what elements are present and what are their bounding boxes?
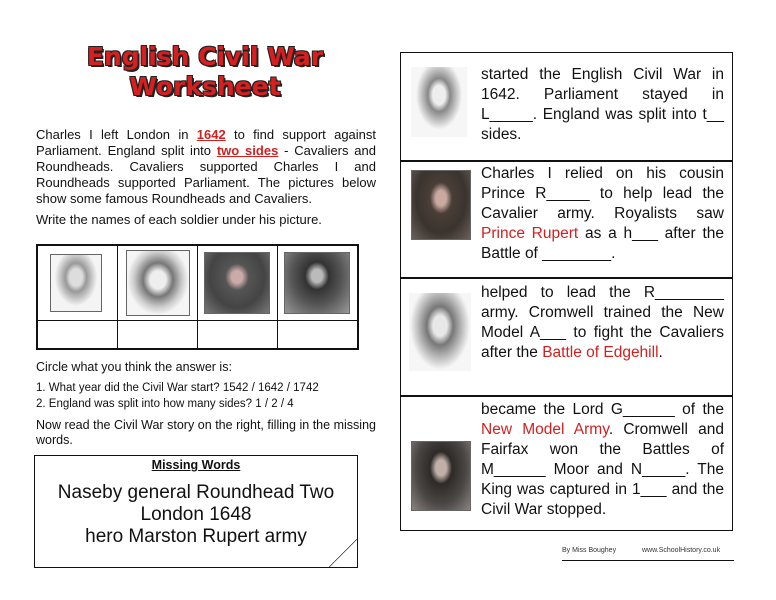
picture-cell-2 bbox=[118, 246, 198, 321]
portrait-cromwell bbox=[409, 293, 471, 371]
intro-paragraph bbox=[36, 127, 376, 207]
portrait-rupert-painting bbox=[204, 252, 270, 314]
story-4-highlight: New Model Army bbox=[481, 421, 609, 438]
question-1: 1. What year did the Civil War start? 1542 / 1642 / 1742 bbox=[36, 382, 319, 394]
sides-highlight: two sides bbox=[216, 143, 279, 158]
story-2-part-a: Charles I relied on his cousin Prince R_____ to help lead the Cavalier army. Royalists saw bbox=[481, 165, 724, 222]
picture-cell-4 bbox=[278, 246, 357, 321]
portrait-fairfax-painting bbox=[284, 252, 350, 314]
read-instruction: Now read the Civil War story on the right, filling in the missing words. bbox=[36, 418, 376, 447]
name-cell-1[interactable] bbox=[38, 321, 118, 348]
title-line-1: English Civil War bbox=[86, 42, 324, 71]
portrait-fairfax bbox=[411, 441, 471, 511]
story-3-highlight: Battle of Edgehill bbox=[542, 344, 659, 361]
story-text-1: started the English Civil War in 1642. Parliament stayed in L_____. England was split into t__ sides. bbox=[481, 66, 724, 143]
circle-heading: Circle what you think the answer is: bbox=[36, 360, 232, 374]
story-4-part-a: became the Lord G______ of the bbox=[481, 401, 724, 418]
missing-words-line-3: hero Marston Rupert army bbox=[85, 526, 307, 547]
story-panel-1 bbox=[400, 52, 733, 161]
missing-words-line-2: London 1648 bbox=[140, 504, 252, 525]
footer-rule bbox=[562, 560, 734, 561]
intro-text-1: Charles I left London in bbox=[36, 127, 197, 142]
question-2: 2. England was split into how many sides? 1 / 2 / 4 bbox=[36, 398, 294, 410]
story-3-part-c: . bbox=[658, 344, 663, 361]
footer-author: By Miss Boughey bbox=[562, 547, 617, 554]
portrait-prince-rupert bbox=[411, 170, 471, 240]
story-3-part-a: helped to lead the R________ army. Cromwell trained the New Model A___ to fight the Cavaliers after the bbox=[481, 284, 724, 361]
story-4-part-c: . Cromwell and Fairfax won the Battles of M______ Moor and N_____. The King was captured in 1___ and the Civil War stopped. bbox=[481, 421, 724, 518]
footer-site[interactable]: www.SchoolHistory.co.uk bbox=[642, 547, 721, 554]
missing-words-line-1: Naseby general Roundhead Two bbox=[57, 482, 335, 503]
intro-text-2: to find support against Parliament. England split into bbox=[36, 127, 377, 158]
story-text-3 bbox=[481, 283, 724, 363]
title-line-2: Worksheet bbox=[129, 72, 281, 101]
soldier-picture-table bbox=[36, 244, 359, 350]
intro-text-3: - Cavaliers and Roundheads. Cavaliers supported Charles I and Roundheads supported Parliament. The pictures below show some famous Roundheads and Cavaliers. bbox=[36, 143, 376, 206]
story-text-4 bbox=[481, 400, 724, 520]
picture-cell-3 bbox=[198, 246, 278, 321]
portrait-cromwell-sketch bbox=[126, 250, 190, 316]
story-panel-3 bbox=[400, 278, 733, 396]
story-panel-4 bbox=[400, 396, 733, 531]
story-text-2 bbox=[481, 164, 724, 264]
page-curl-corner bbox=[329, 539, 357, 567]
story-panel-2 bbox=[400, 161, 733, 278]
name-cell-3[interactable] bbox=[198, 321, 278, 348]
instruction-text: Write the names of each soldier under his picture. bbox=[36, 212, 322, 227]
story-2-highlight: Prince Rupert bbox=[481, 225, 579, 242]
portrait-charles-sketch bbox=[50, 254, 102, 312]
name-cell-4[interactable] bbox=[278, 321, 357, 348]
missing-words-heading: Missing Words bbox=[151, 458, 241, 472]
year-highlight: 1642 bbox=[196, 127, 226, 142]
missing-words-box bbox=[34, 455, 358, 568]
portrait-charles-i bbox=[411, 67, 467, 137]
picture-cell-1 bbox=[38, 246, 118, 321]
story-2-part-c: as a h___ after the Battle of ________. bbox=[481, 225, 724, 262]
name-cell-2[interactable] bbox=[118, 321, 198, 348]
footer bbox=[562, 547, 720, 554]
worksheet-title bbox=[40, 42, 370, 102]
